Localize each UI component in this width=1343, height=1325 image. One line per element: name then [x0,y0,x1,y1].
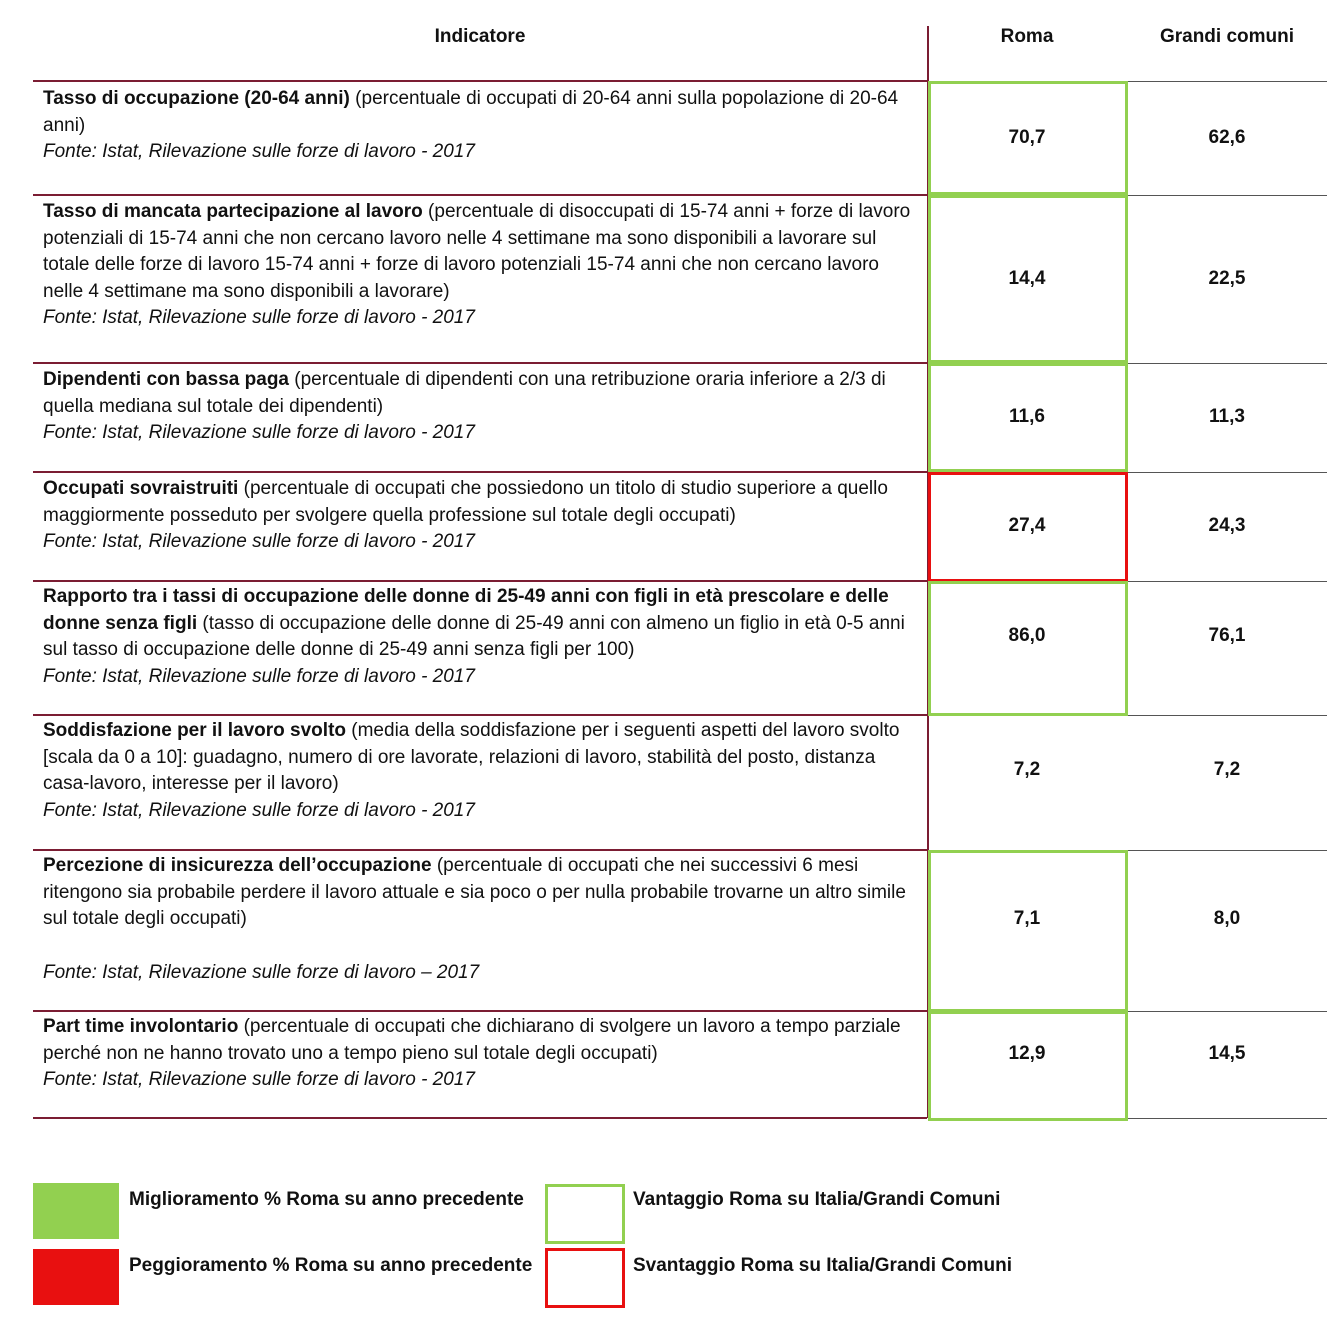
row-divider [33,362,927,364]
legend-red-outline [545,1248,625,1308]
roma-value: 70,7 [1008,126,1046,148]
indicator-source: Fonte: Istat, Rilevazione sulle forze di lavoro - 2017 [43,307,475,328]
indicator-title: Tasso di occupazione (20-64 anni) [43,88,350,109]
roma-value: 86,0 [1008,625,1046,646]
indicator-title: Soddisfazione per il lavoro svolto [43,720,346,741]
legend-peggioramento-label: Peggioramento % Roma su anno precedente [129,1255,533,1276]
row-divider [33,471,927,473]
roma-value: 12,9 [1008,1042,1046,1064]
indicator-row [43,1014,919,1094]
row-divider [33,80,927,82]
indicator-source: Fonte: Istat, Rilevazione sulle forze di lavoro – 2017 [43,961,480,983]
indicator-description: (media della soddisfazione per i seguenti aspetti del lavoro svolto [scala da 0 a 10]: guadagno, numero di ore lavorate, relazioni di lavoro, stabilità del posto, distanza casa-lavoro, interesse per il lavoro) [43,720,900,794]
legend-red-swatch [33,1249,119,1305]
indicator-title: Percezione di insicurezza dell’occupazione [43,855,432,876]
indicator-description: (tasso di occupazione delle donne di 25-49 anni con almeno un figlio in età 0-5 anni sul tasso di occupazione delle donne di 25-49 anni senza figli per 100) [43,612,905,660]
legend-svantaggio-label: Svantaggio Roma su Italia/Grandi Comuni [633,1255,1012,1276]
indicator-source: Fonte: Istat, Rilevazione sulle forze di lavoro - 2017 [43,799,475,821]
indicator-description: (percentuale di dipendenti con una retribuzione oraria inferiore a 2/3 di quella mediana sul totale dei dipendenti) [43,369,886,417]
indicator-source: Fonte: Istat, Rilevazione sulle forze di lavoro - 2017 [43,422,475,443]
indicator-row [43,718,919,824]
indicator-row [43,367,919,447]
indicator-description: (percentuale di occupati che nei successivi 6 mesi ritengono sia probabile perdere il lavoro attuale e sia poco o per nulla probabile trovarne un altro simile sul totale degli occupati) [43,855,906,929]
legend-vantaggio-label: Vantaggio Roma su Italia/Grandi Comuni [633,1189,1001,1210]
grandi-comuni-value: 8,0 [1213,907,1241,929]
roma-value: 27,4 [1008,515,1046,536]
grandi-comuni-value: 7,2 [1213,759,1241,780]
row-divider [33,1117,927,1119]
indicator-row [43,199,919,332]
row-divider [33,714,927,716]
header-indicatore: Indicatore [434,26,526,47]
indicator-source: Fonte: Istat, Rilevazione sulle forze di lavoro - 2017 [43,1069,475,1090]
roma-value: 14,4 [1008,267,1046,289]
grandi-comuni-value: 11,3 [1209,406,1245,427]
indicator-source: Fonte: Istat, Rilevazione sulle forze di lavoro - 2017 [43,665,475,687]
indicator-row [43,86,919,166]
indicator-title: Rapporto tra i tassi di occupazione delle donne di 25-49 anni con figli in età prescolare e delle donne senza figli [43,586,889,634]
indicator-title: Tasso di mancata partecipazione al lavoro [43,201,423,222]
legend-green-swatch [33,1183,119,1239]
roma-value: 11,6 [1009,406,1045,427]
roma-value: 7,2 [1013,759,1041,780]
indicator-description: (percentuale di occupati che dichiarano di svolgere un lavoro a tempo parziale perché non ne hanno trovato uno a tempo pieno sul totale degli occupati) [43,1016,901,1064]
grandi-comuni-value: 22,5 [1208,267,1246,289]
grandi-comuni-value: 76,1 [1208,625,1246,646]
indicator-description: (percentuale di occupati di 20-64 anni sulla popolazione di 20-64 anni) [43,88,899,136]
legend-green-outline [545,1184,625,1244]
grandi-comuni-value: 14,5 [1208,1042,1246,1064]
indicator-row [43,584,919,690]
indicator-title: Occupati sovraistruiti [43,478,239,499]
legend-miglioramento-label: Miglioramento % Roma su anno precedente [129,1189,524,1210]
indicator-row [43,853,919,986]
row-divider [33,194,927,196]
roma-value: 7,1 [1013,907,1041,929]
grandi-comuni-value: 62,6 [1208,126,1246,148]
row-divider [33,849,927,851]
grandi-comuni-value: 24,3 [1208,515,1246,536]
header-roma: Roma [1000,26,1054,47]
row-divider [33,580,927,582]
indicator-description: (percentuale di disoccupati di 15-74 anni + forze di lavoro potenziali di 15-74 anni che non cercano lavoro nelle 4 settimane ma sono disponibili a lavorare sul totale delle forze di lavoro 15-74 anni + forze di lavoro potenziali 15-74 anni che non cercano lavoro nelle 4 settimane ma sono disponibili a lavorare) [43,201,911,302]
indicator-row [43,476,919,556]
row-divider [33,1010,927,1012]
indicator-title: Part time involontario [43,1016,239,1037]
indicator-description: (percentuale di occupati che possiedono un titolo di studio superiore a quello maggiormente posseduto per svolgere quella professione sul totale degli occupati) [43,478,888,526]
indicator-title: Dipendenti con bassa paga [43,369,289,390]
indicator-source: Fonte: Istat, Rilevazione sulle forze di lavoro - 2017 [43,141,475,162]
indicator-source: Fonte: Istat, Rilevazione sulle forze di lavoro - 2017 [43,531,475,552]
header-grandi-comuni: Grandi comuni [1159,26,1295,47]
